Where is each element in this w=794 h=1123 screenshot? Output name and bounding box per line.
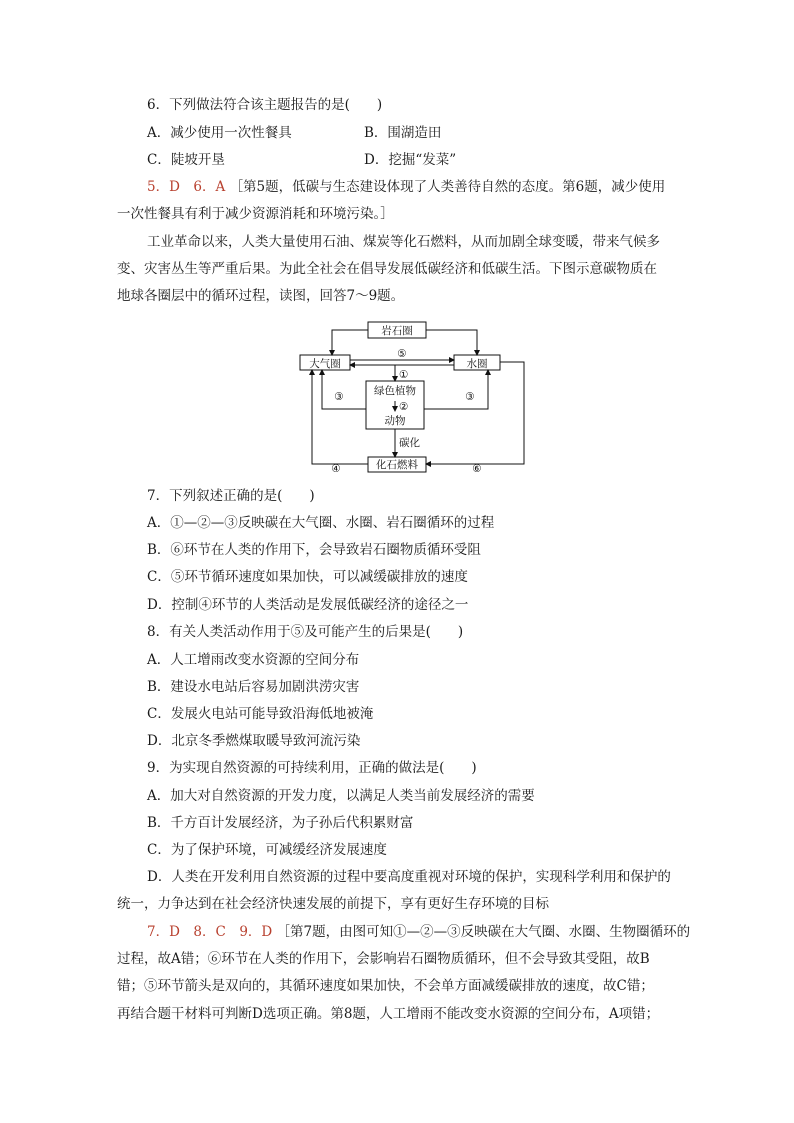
q6-option-c: C．陡坡开垦 xyxy=(147,152,225,168)
answer-5-6-text-2: 一次性餐具有利于减少资源消耗和环境污染。］ xyxy=(117,206,394,222)
q7-option-d: D．控制④环节的人类活动是发展低碳经济的途径之一 xyxy=(147,597,469,613)
q9-option-a: A．加大对自然资源的开发力度，以满足人类当前发展经济的需要 xyxy=(147,788,535,804)
label-4: ④ xyxy=(331,463,341,475)
label-3-right: ③ xyxy=(465,391,475,403)
intro-line-2: 变、灾害丛生等严重后果。为此全社会在倡导发展低碳经济和低碳生活。下图示意碳物质在 xyxy=(117,261,657,277)
answer-7-9 xyxy=(147,923,690,941)
carbon-cycle-diagram xyxy=(296,318,532,476)
answer-7-9-text-1: ［第7题，由图可知①—②—③反映碳在大气圈、水圈、生物圈循环的 xyxy=(276,924,691,940)
intro-line-3: 地球各圈层中的循环过程，读图，回答7～9题。 xyxy=(117,288,405,304)
lithosphere-label: 岩石圈 xyxy=(381,325,413,337)
q8-option-a: A．人工增雨改变水资源的空间分布 xyxy=(147,652,360,668)
answer-5-6-text: ［第5题，低碳与生态建设体现了人类善待自然的态度。第6题，减少使用 xyxy=(229,179,666,195)
q8-option-d: D．北京冬季燃煤取暖导致河流污染 xyxy=(147,733,361,749)
label-2: ② xyxy=(399,401,409,413)
q8-option-b: B．建设水电站后容易加剧洪涝灾害 xyxy=(147,679,360,695)
q9-option-d-line-1: D．人类在开发利用自然资源的过程中要高度重视对环境的保护，实现科学利用和保护的 xyxy=(147,869,671,885)
answer-5-6 xyxy=(147,178,665,196)
carbonize-label: 碳化 xyxy=(399,437,420,449)
q9-option-d-line-2: 统一，力争达到在社会经济快速发展的前提下，享有更好生存环境的目标 xyxy=(117,896,549,912)
label-5: ⑤ xyxy=(397,348,407,360)
plants-label: 绿色植物 xyxy=(374,385,416,397)
answer-7-9-label: 7．D 8．C 9．D xyxy=(147,924,273,940)
q6-option-a: A．减少使用一次性餐具 xyxy=(147,125,292,141)
atmosphere-label: 大气圈 xyxy=(309,358,341,370)
q6-option-b: B．围湖造田 xyxy=(364,125,442,141)
answer-7-9-text-3: 错；⑤环节箭头是双向的，其循环速度如果加快，不会单方面减缓碳排放的速度，故C错； xyxy=(117,978,654,994)
q7-option-b: B．⑥环节在人类的作用下，会导致岩石圈物质循环受阻 xyxy=(147,542,481,558)
q9-stem: 9．为实现自然资源的可持续利用，正确的做法是( ) xyxy=(147,760,477,776)
animals-label: 动物 xyxy=(384,415,406,427)
q7-option-c: C．⑤环节循环速度如果加快，可以减缓碳排放的速度 xyxy=(147,569,468,585)
label-6: ⑥ xyxy=(472,463,482,475)
q6-option-d: D．挖掘“发菜” xyxy=(364,152,457,168)
label-3-left: ③ xyxy=(334,391,344,403)
answer-5-6-label: 5．D 6．A xyxy=(147,179,226,195)
fossil-fuel-label: 化石燃料 xyxy=(376,459,418,471)
answer-7-9-text-2: 过程，故A错；⑥环节在人类的作用下，会影响岩石圈物质循环，但不会导致其受阻，故B xyxy=(117,951,650,967)
q9-option-b: B．千方百计发展经济，为子孙后代积累财富 xyxy=(147,815,414,831)
q7-stem: 7．下列叙述正确的是( ) xyxy=(147,488,315,504)
q7-option-a: A．①—②—③反映碳在大气圈、水圈、岩石圈循环的过程 xyxy=(147,515,495,531)
intro-line-1: 工业革命以来，人类大量使用石油、煤炭等化石燃料，从而加剧全球变暖，带来气候多 xyxy=(147,234,660,250)
label-1: ① xyxy=(399,369,409,381)
q8-option-c: C．发展火电站可能导致沿海低地被淹 xyxy=(147,706,374,722)
q9-option-c: C．为了保护环境，可减缓经济发展速度 xyxy=(147,842,387,858)
hydrosphere-label: 水圈 xyxy=(466,358,488,370)
answer-7-9-text-4: 再结合题干材料可判断D选项正确。第8题，人工增雨不能改变水资源的空间分布，A项错； xyxy=(117,1006,660,1022)
q6-stem: 6．下列做法符合该主题报告的是( ) xyxy=(147,97,383,113)
q8-stem: 8．有关人类活动作用于⑤及可能产生的后果是( ) xyxy=(147,624,464,640)
